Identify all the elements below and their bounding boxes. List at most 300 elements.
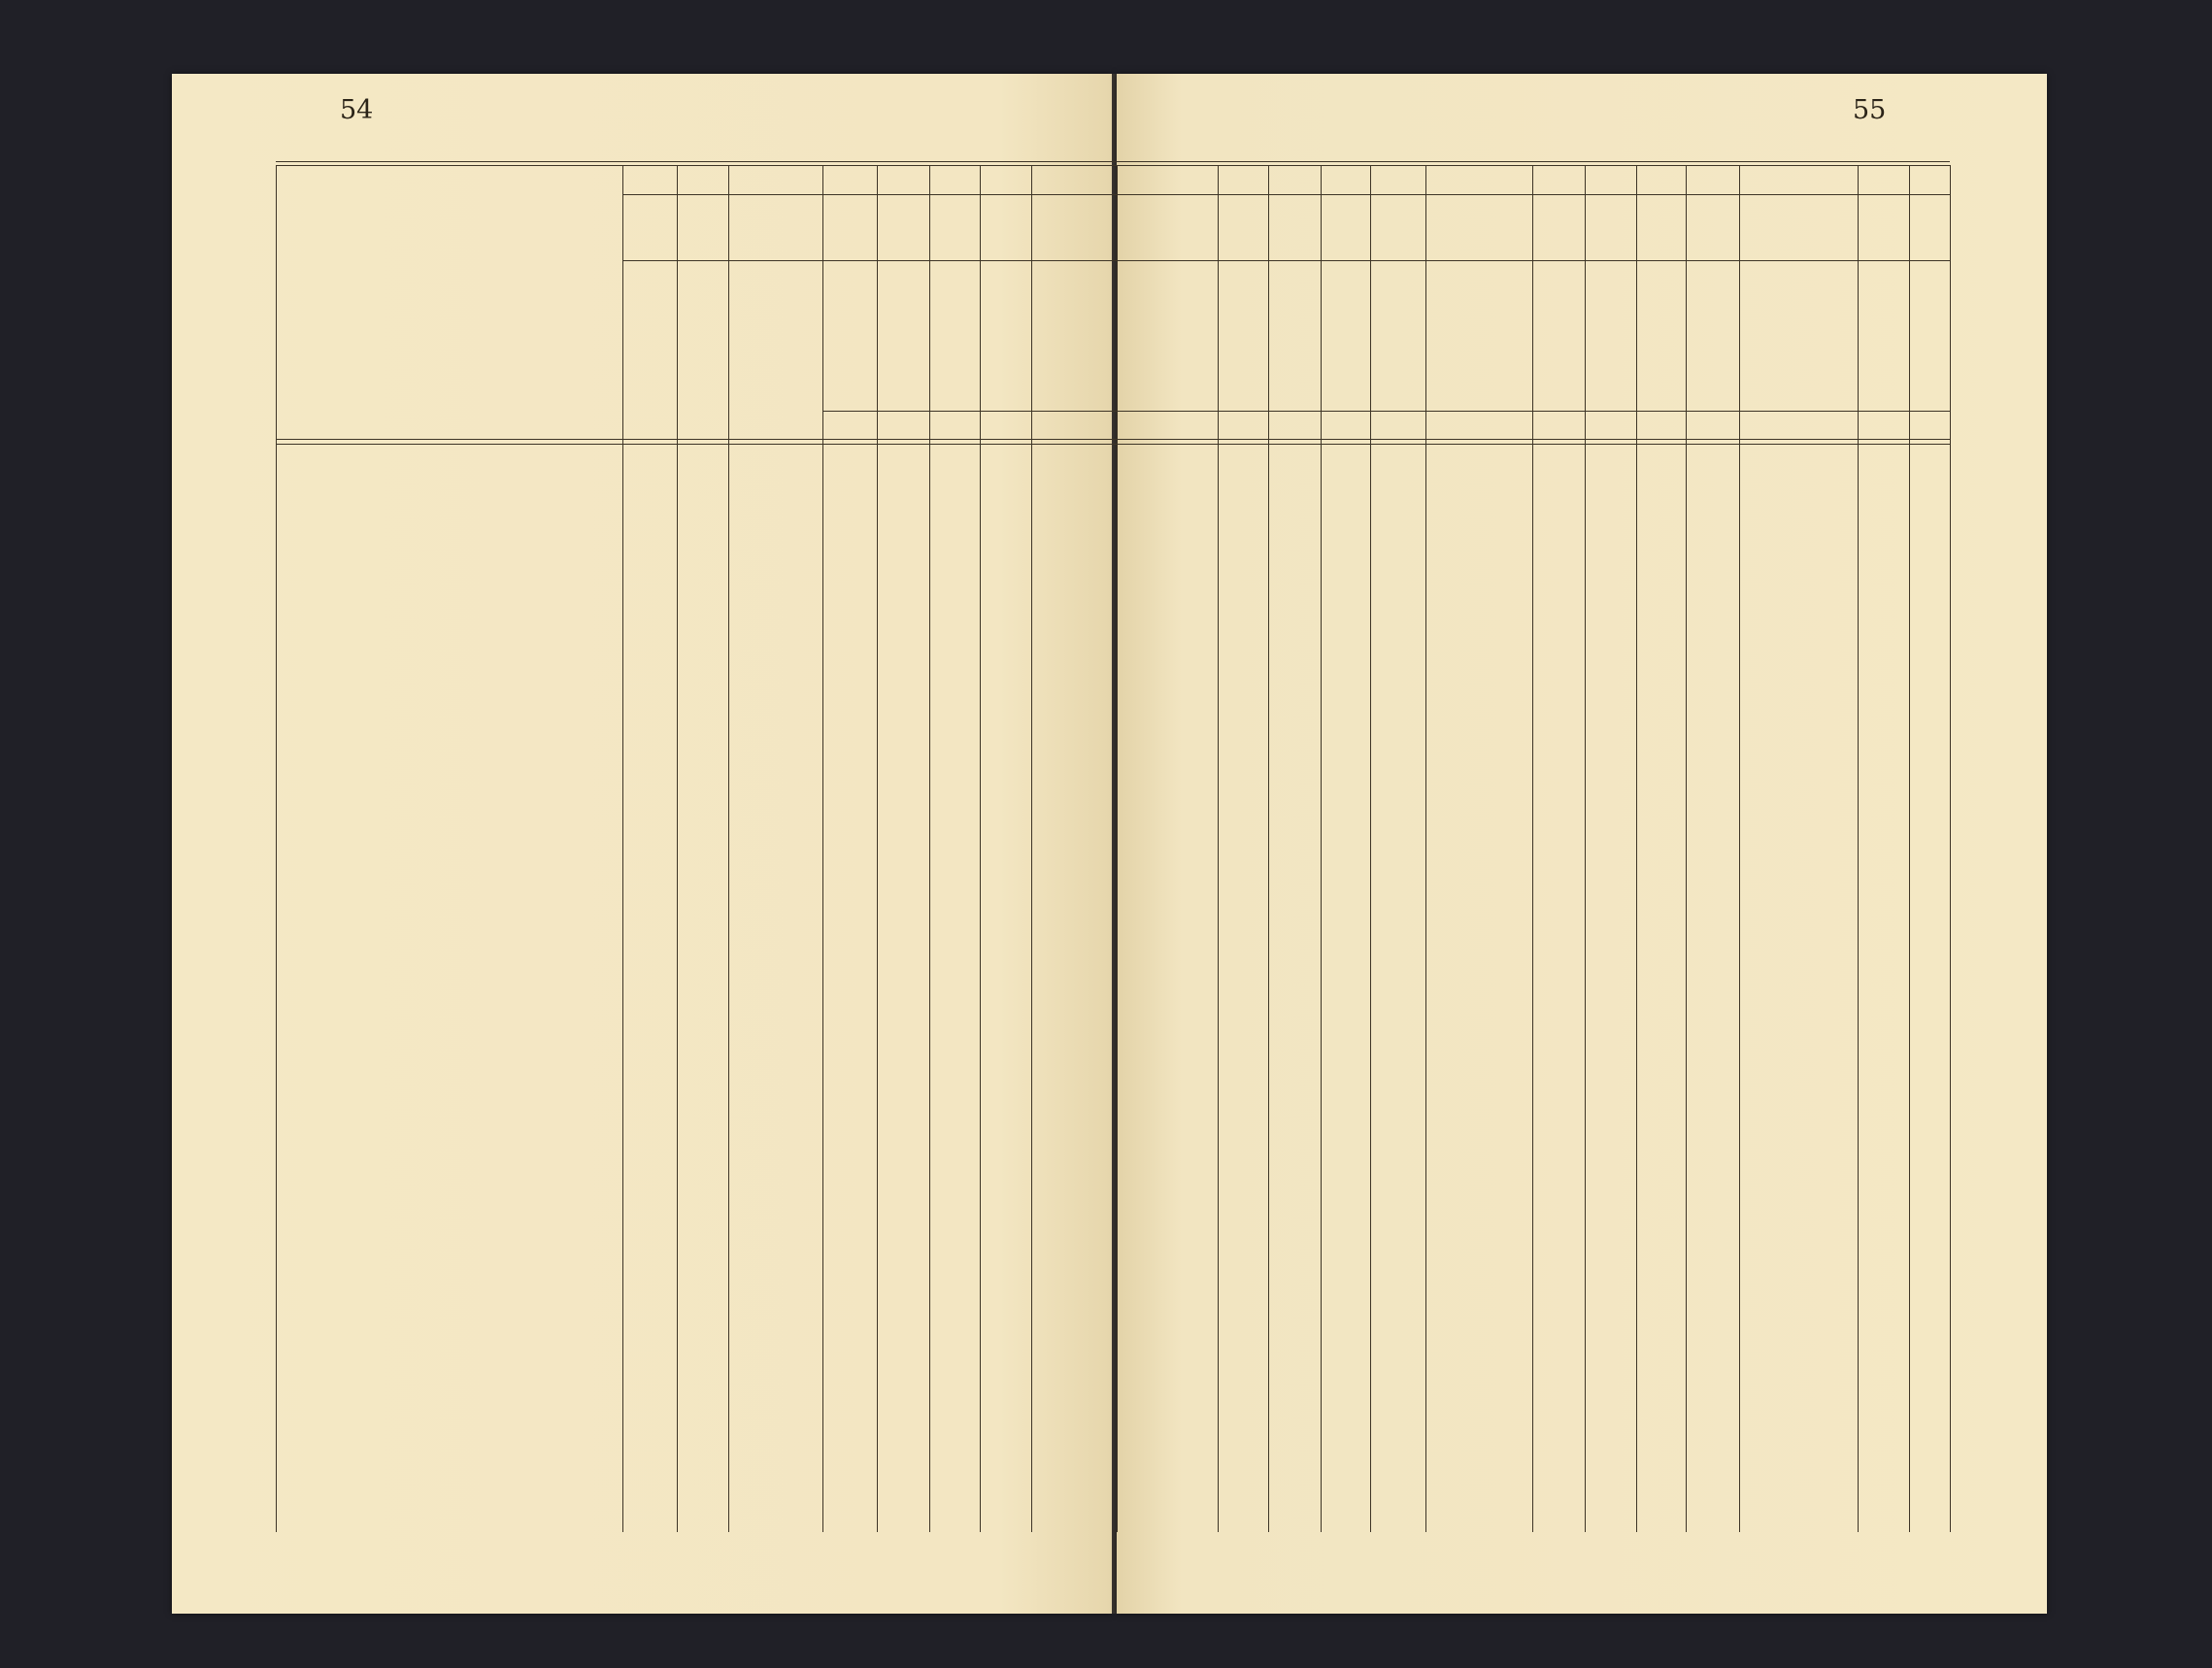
table-cell (728, 1417, 818, 1440)
table-cell (980, 1120, 1026, 1144)
table-cell (1031, 678, 1112, 701)
table-cell (1268, 835, 1316, 858)
table-cell (728, 1143, 818, 1166)
table-cell (1268, 1120, 1316, 1144)
table-cell (1370, 1394, 1421, 1418)
table-cell (728, 835, 818, 858)
table-cell (1532, 1439, 1580, 1462)
table-cell (1858, 857, 1904, 881)
table-cell (822, 1260, 872, 1284)
table-cell (1321, 1120, 1365, 1144)
table-cell (1218, 767, 1263, 790)
table-cell (1739, 655, 1853, 679)
table-cell (677, 986, 723, 1010)
table-cell (1532, 611, 1580, 634)
row-name (298, 835, 617, 858)
table-cell (1268, 1461, 1316, 1485)
table-cell (929, 1417, 975, 1440)
table-cell (1370, 788, 1421, 812)
table-cell (1425, 722, 1527, 746)
table-cell (1321, 700, 1365, 723)
table-cell (822, 1053, 872, 1077)
table-cell (1370, 1120, 1421, 1144)
table-cell (677, 1098, 723, 1121)
table-cell (929, 1031, 975, 1054)
row-name (298, 700, 617, 723)
table-cell (1268, 986, 1316, 1010)
table-cell (1268, 1143, 1316, 1166)
table-cell (1585, 1076, 1631, 1099)
table-cell (1117, 655, 1223, 679)
table-cell (822, 745, 872, 768)
table-cell (728, 655, 818, 679)
table-cell (1686, 767, 1734, 790)
table-cell (822, 1394, 872, 1418)
table-cell (1321, 1260, 1365, 1284)
table-cell (1218, 1439, 1263, 1462)
table-cell (622, 1417, 672, 1440)
table-cell (622, 835, 672, 858)
table-cell (1858, 1439, 1904, 1462)
table-cell (1031, 655, 1112, 679)
table-cell (1268, 722, 1316, 746)
table-cell (1218, 633, 1263, 656)
table-cell (1585, 788, 1631, 812)
table-cell (1321, 1009, 1365, 1032)
table-cell (929, 1120, 975, 1144)
row-name (298, 986, 617, 1010)
table-cell (1321, 1461, 1365, 1485)
table-cell (1636, 1053, 1681, 1077)
table-cell (1321, 1439, 1365, 1462)
table-cell (1858, 589, 1904, 613)
table-cell (1268, 1439, 1316, 1462)
table-cell (877, 1120, 924, 1144)
table-cell (822, 678, 872, 701)
row-name (298, 633, 617, 656)
table-cell (1370, 835, 1421, 858)
table-cell (1909, 1053, 1948, 1077)
table-cell (1909, 986, 1948, 1010)
table-cell (822, 767, 872, 790)
table-cell (980, 1260, 1026, 1284)
table-cell (1370, 857, 1421, 881)
table-cell (980, 986, 1026, 1010)
table-top-rule-2 (276, 165, 1950, 166)
table-cell (1636, 700, 1681, 723)
table-cell (877, 986, 924, 1010)
table-cell (677, 1439, 723, 1462)
table-cell (929, 1461, 975, 1485)
table-cell (980, 678, 1026, 701)
row-name (298, 1053, 617, 1077)
table-cell (1686, 1031, 1734, 1054)
table-cell (1425, 1394, 1527, 1418)
table-cell (1370, 1439, 1421, 1462)
table-cell (1218, 1260, 1263, 1284)
row-name (298, 611, 617, 634)
table-cell (1117, 1394, 1223, 1418)
table-cell (929, 633, 975, 656)
table-cell (677, 589, 723, 613)
table-cell (1636, 767, 1681, 790)
table-cell (728, 745, 818, 768)
table-cell (877, 1031, 924, 1054)
table-cell (929, 767, 975, 790)
table-cell (622, 1098, 672, 1121)
table-cell (1909, 1260, 1948, 1284)
table-cell (1031, 788, 1112, 812)
table-cell (1909, 1098, 1948, 1121)
table-cell (1218, 1394, 1263, 1418)
header-bottom-rule-2 (276, 444, 1950, 445)
table-cell (1858, 1417, 1904, 1440)
table-cell (1739, 835, 1853, 858)
table-cell (677, 745, 723, 768)
table-cell (980, 633, 1026, 656)
table-cell (1321, 986, 1365, 1010)
table-cell (1031, 1053, 1112, 1077)
table-cell (1031, 1120, 1112, 1144)
table-cell (980, 1009, 1026, 1032)
table-cell (1321, 722, 1365, 746)
table-cell (1370, 611, 1421, 634)
table-cell (677, 857, 723, 881)
table-cell (1117, 1417, 1223, 1440)
table-cell (1321, 857, 1365, 881)
table-cell (677, 611, 723, 634)
table-cell (1858, 1260, 1904, 1284)
table-cell (1031, 835, 1112, 858)
table-cell (1636, 986, 1681, 1010)
table-cell (1321, 1417, 1365, 1440)
table-cell (1268, 655, 1316, 679)
table-cell (1031, 1143, 1112, 1166)
table-cell (1909, 1417, 1948, 1440)
table-cell (1858, 767, 1904, 790)
table-cell (1686, 655, 1734, 679)
table-cell (1585, 633, 1631, 656)
table-cell (1031, 722, 1112, 746)
table-cell (822, 1461, 872, 1485)
table-cell (1370, 1098, 1421, 1121)
table-cell (1117, 788, 1223, 812)
table-cell (1532, 835, 1580, 858)
table-cell (1425, 1031, 1527, 1054)
table-cell (622, 1439, 672, 1462)
table-cell (877, 1053, 924, 1077)
table-cell (728, 1098, 818, 1121)
table-cell (1218, 1417, 1263, 1440)
table-cell (1031, 1260, 1112, 1284)
table-cell (728, 767, 818, 790)
table-cell (1585, 655, 1631, 679)
table-cell (1909, 835, 1948, 858)
table-cell (822, 857, 872, 881)
table-cell (1218, 986, 1263, 1010)
row-name (298, 1394, 617, 1418)
table-cell (929, 1076, 975, 1099)
table-top-rule (276, 161, 1950, 162)
table-cell (622, 589, 672, 613)
table-cell (728, 722, 818, 746)
table-cell (980, 1053, 1026, 1077)
table-cell (1585, 1439, 1631, 1462)
table-cell (1585, 857, 1631, 881)
table-cell (1739, 1031, 1853, 1054)
table-cell (1636, 857, 1681, 881)
table-cell (677, 1461, 723, 1485)
table-cell (1218, 1461, 1263, 1485)
table-cell (1585, 678, 1631, 701)
table-cell (728, 633, 818, 656)
table-cell (1117, 1260, 1223, 1284)
table-cell (1636, 1143, 1681, 1166)
table-cell (1739, 1417, 1853, 1440)
table-cell (622, 722, 672, 746)
table-cell (1636, 722, 1681, 746)
table-cell (1686, 986, 1734, 1010)
table-cell (622, 1031, 672, 1054)
table-cell (622, 1053, 672, 1077)
table-cell (1858, 1076, 1904, 1099)
table-cell (1321, 633, 1365, 656)
table-cell (929, 611, 975, 634)
table-cell (980, 1076, 1026, 1099)
table-cell (1268, 700, 1316, 723)
table-cell (1117, 1143, 1223, 1166)
table-cell (622, 655, 672, 679)
table-cell (728, 1076, 818, 1099)
table-cell (1585, 1143, 1631, 1166)
table-cell (1031, 611, 1112, 634)
table-cell (1686, 633, 1734, 656)
table-cell (1739, 1461, 1853, 1485)
table-cell (1532, 1053, 1580, 1077)
table-cell (1031, 857, 1112, 881)
table-cell (1909, 1439, 1948, 1462)
table-cell (1117, 1053, 1223, 1077)
table-cell (1321, 655, 1365, 679)
table-cell (1425, 745, 1527, 768)
row-name (298, 1076, 617, 1099)
table-cell (1909, 1076, 1948, 1099)
row-name (298, 767, 617, 790)
table-cell (622, 1394, 672, 1418)
table-cell (1636, 611, 1681, 634)
table-cell (1858, 655, 1904, 679)
table-cell (1218, 722, 1263, 746)
table-cell (1532, 857, 1580, 881)
table-cell (1739, 722, 1853, 746)
table-cell (1909, 745, 1948, 768)
row-name (298, 1009, 617, 1032)
table-cell (822, 1120, 872, 1144)
table-cell (877, 1009, 924, 1032)
table-cell (1909, 857, 1948, 881)
table-cell (1031, 1417, 1112, 1440)
table-cell (1636, 1076, 1681, 1099)
table-cell (1425, 589, 1527, 613)
table-cell (1532, 986, 1580, 1010)
table-cell (1218, 589, 1263, 613)
table-cell (1858, 678, 1904, 701)
table-cell (877, 1417, 924, 1440)
table-cell (1321, 767, 1365, 790)
table-cell (1218, 835, 1263, 858)
table-cell (980, 745, 1026, 768)
table-cell (980, 835, 1026, 858)
table-cell (1909, 1009, 1948, 1032)
table-cell (1117, 1098, 1223, 1121)
table-cell (1532, 1143, 1580, 1166)
table-cell (1425, 655, 1527, 679)
table-cell (1532, 700, 1580, 723)
table-cell (1425, 611, 1527, 634)
table-cell (1268, 633, 1316, 656)
table-cell (1739, 1260, 1853, 1284)
table-cell (1370, 745, 1421, 768)
table-cell (1321, 835, 1365, 858)
table-cell (1686, 611, 1734, 634)
table-cell (1031, 1461, 1112, 1485)
row-name (298, 788, 617, 812)
table-cell (822, 1417, 872, 1440)
table-cell (1636, 1260, 1681, 1284)
table-cell (1370, 1461, 1421, 1485)
table-cell (929, 788, 975, 812)
table-cell (1636, 589, 1681, 613)
table-cell (1739, 857, 1853, 881)
table-cell (822, 1009, 872, 1032)
table-cell (1218, 1053, 1263, 1077)
table-cell (1532, 1260, 1580, 1284)
table-cell (1321, 1394, 1365, 1418)
table-cell (1739, 986, 1853, 1010)
table-cell (1117, 700, 1223, 723)
table-cell (1425, 986, 1527, 1010)
table-cell (980, 1439, 1026, 1462)
table-cell (877, 1098, 924, 1121)
table-cell (929, 986, 975, 1010)
table-cell (1858, 1053, 1904, 1077)
table-cell (1532, 1417, 1580, 1440)
table-cell (980, 722, 1026, 746)
table-cell (677, 767, 723, 790)
table-cell (929, 700, 975, 723)
left-page-number: 54 (340, 95, 374, 125)
table-cell (1686, 1394, 1734, 1418)
table-cell (1686, 745, 1734, 768)
table-cell (877, 633, 924, 656)
table-cell (929, 857, 975, 881)
table-cell (1909, 1120, 1948, 1144)
table-cell (1909, 1031, 1948, 1054)
table-cell (1909, 633, 1948, 656)
table-cell (1686, 788, 1734, 812)
table-cell (1117, 835, 1223, 858)
table-cell (677, 700, 723, 723)
table-cell (1686, 1053, 1734, 1077)
table-cell (1739, 1053, 1853, 1077)
table-cell (877, 1076, 924, 1099)
table-cell (1117, 678, 1223, 701)
table-cell (1425, 1120, 1527, 1144)
table-cell (1117, 1076, 1223, 1099)
table-cell (1858, 788, 1904, 812)
table-cell (1268, 589, 1316, 613)
table-cell (1268, 1394, 1316, 1418)
table-cell (822, 788, 872, 812)
table-cell (1858, 1031, 1904, 1054)
table-cell (622, 788, 672, 812)
table-cell (1858, 745, 1904, 768)
table-cell (677, 1031, 723, 1054)
table-cell (1636, 1394, 1681, 1418)
table-cell (877, 611, 924, 634)
table-cell (1031, 1098, 1112, 1121)
table-cell (877, 1461, 924, 1485)
table-cell (677, 655, 723, 679)
table-cell (1425, 633, 1527, 656)
table-cell (1117, 767, 1223, 790)
table-cell (1268, 857, 1316, 881)
table-cell (877, 788, 924, 812)
table-cell (1585, 1394, 1631, 1418)
row-name (298, 722, 617, 746)
table-cell (1425, 767, 1527, 790)
table-cell (1321, 1098, 1365, 1121)
table-cell (822, 611, 872, 634)
table-cell (677, 678, 723, 701)
table-cell (1858, 1120, 1904, 1144)
table-cell (1218, 1009, 1263, 1032)
table-cell (1909, 678, 1948, 701)
table-cell (677, 1009, 723, 1032)
table-cell (822, 1439, 872, 1462)
table-cell (1117, 722, 1223, 746)
table-cell (1031, 745, 1112, 768)
column-rule-22 (1950, 165, 1951, 1532)
table-cell (1370, 589, 1421, 613)
table-cell (1686, 678, 1734, 701)
table-cell (877, 835, 924, 858)
table-cell (822, 700, 872, 723)
table-cell (677, 1417, 723, 1440)
table-cell (622, 1009, 672, 1032)
table-cell (1532, 678, 1580, 701)
table-cell (1218, 857, 1263, 881)
table-cell (929, 722, 975, 746)
table-cell (728, 788, 818, 812)
table-cell (1218, 788, 1263, 812)
table-cell (1532, 633, 1580, 656)
table-cell (1268, 1053, 1316, 1077)
table-cell (929, 1260, 975, 1284)
table-cell (1532, 1076, 1580, 1099)
table-cell (1636, 1009, 1681, 1032)
table-cell (822, 835, 872, 858)
table-cell (677, 835, 723, 858)
table-cell (677, 1260, 723, 1284)
table-cell (1739, 1098, 1853, 1121)
table-cell (1117, 857, 1223, 881)
table-cell (1858, 1461, 1904, 1485)
table-cell (877, 589, 924, 613)
table-cell (677, 633, 723, 656)
table-cell (877, 857, 924, 881)
table-cell (980, 655, 1026, 679)
